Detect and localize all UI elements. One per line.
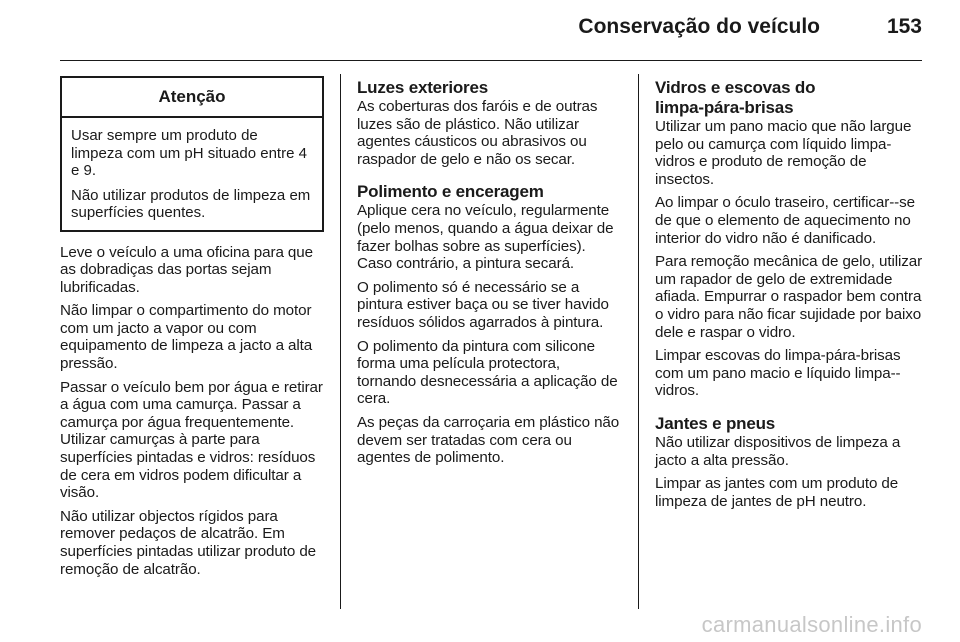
page-number: 153: [886, 15, 922, 38]
body-paragraph: Leve o veículo a uma oficina para que as dobradiças das portas sejam lubrificadas.: [60, 243, 313, 296]
header-divider: [60, 60, 922, 61]
section-heading-polishing: Polimento e enceragem: [357, 182, 544, 202]
body-paragraph: Passar o veículo bem por água e retirar a água com uma camurça. Passar a camurça por água frequentemente. Utilizar camurças à parte para superfícies pintadas e vidros: resíduos de cera em vidros podem dificultar a visão.: [60, 378, 323, 502]
body-paragraph: O polimento da pintura com silicone forma uma película protectora, tornando desnecessária a aplicação de cera.: [357, 337, 618, 408]
body-paragraph: Limpar as jantes com um produto de limpeza de jantes de pH neutro.: [655, 475, 899, 510]
body-paragraph: Utilizar um pano macio que não largue pelo ou camurça com líquido limpa-vidros e produto de remoção de insectos.: [655, 118, 912, 188]
warning-body: [62, 118, 322, 230]
warning-paragraph: Usar sempre um produto de limpeza com um pH situado entre 4 e 9.: [71, 127, 307, 179]
body-paragraph: Ao limpar o óculo traseiro, certificar--se de que o elemento de aquecimento no interior do vidro não é danificado.: [655, 194, 915, 247]
page-header-title: Conservação do veículo: [578, 15, 820, 38]
body-paragraph: Não utilizar objectos rígidos para remover pedaços de alcatrão. Em superfícies pintadas utilizar produto de remoção de alcatrão.: [60, 507, 317, 578]
column-1-text: [60, 244, 324, 579]
section-heading-wheels: Jantes e pneus: [655, 413, 776, 433]
body-paragraph: Aplique cera no veículo, regularmente (pelo menos, quando a água deixar de fazer bolhas sobre as superfícies). Caso contrário, a pintura secará.: [357, 202, 614, 273]
body-paragraph: Não limpar o compartimento do motor com um jacto a vapor ou com equipamento de limpeza a jacto a alta pressão.: [60, 302, 313, 373]
warning-heading: Atenção: [62, 78, 322, 118]
column-3: [655, 78, 923, 516]
section-heading-windows-line2: limpa-pára-brisas: [655, 98, 794, 117]
column-divider-1: [340, 74, 341, 609]
column-2: [357, 78, 623, 473]
body-paragraph: O polimento só é necessário se a pintura estiver baça ou se tiver havido resíduos sólidos agarrados à pintura.: [357, 278, 609, 331]
body-paragraph: Limpar escovas do limpa-pára-brisas com um pano macio e líquido limpa--vidros.: [655, 347, 901, 400]
warning-box: [60, 76, 324, 232]
body-paragraph: Não utilizar dispositivos de limpeza a jacto a alta pressão.: [655, 433, 901, 469]
section-heading-windows-line1: Vidros e escovas do: [655, 78, 816, 97]
section-heading-exterior-lights: Luzes exteriores: [357, 78, 488, 97]
body-paragraph: As coberturas dos faróis e de outras luzes são de plástico. Não utilizar agentes cáusticos ou abrasivos ou raspador de gelo e não os secar.: [357, 98, 598, 168]
section-heading-windows: [655, 78, 923, 118]
column-divider-2: [638, 74, 639, 609]
column-1: [60, 76, 324, 584]
warning-paragraph: Não utilizar produtos de limpeza em superfícies quentes.: [71, 186, 311, 221]
watermark-text: carmanualsonline.info: [701, 612, 922, 637]
body-paragraph: Para remoção mecânica de gelo, utilizar um rapador de gelo de extremidade afiada. Empurrar o raspador bem contra o vidro para não ficar sujidade por baixo dele e raspar o vidro.: [655, 253, 923, 341]
body-paragraph: As peças da carroçaria em plástico não devem ser tratadas com cera ou agentes de polimento.: [357, 413, 620, 467]
